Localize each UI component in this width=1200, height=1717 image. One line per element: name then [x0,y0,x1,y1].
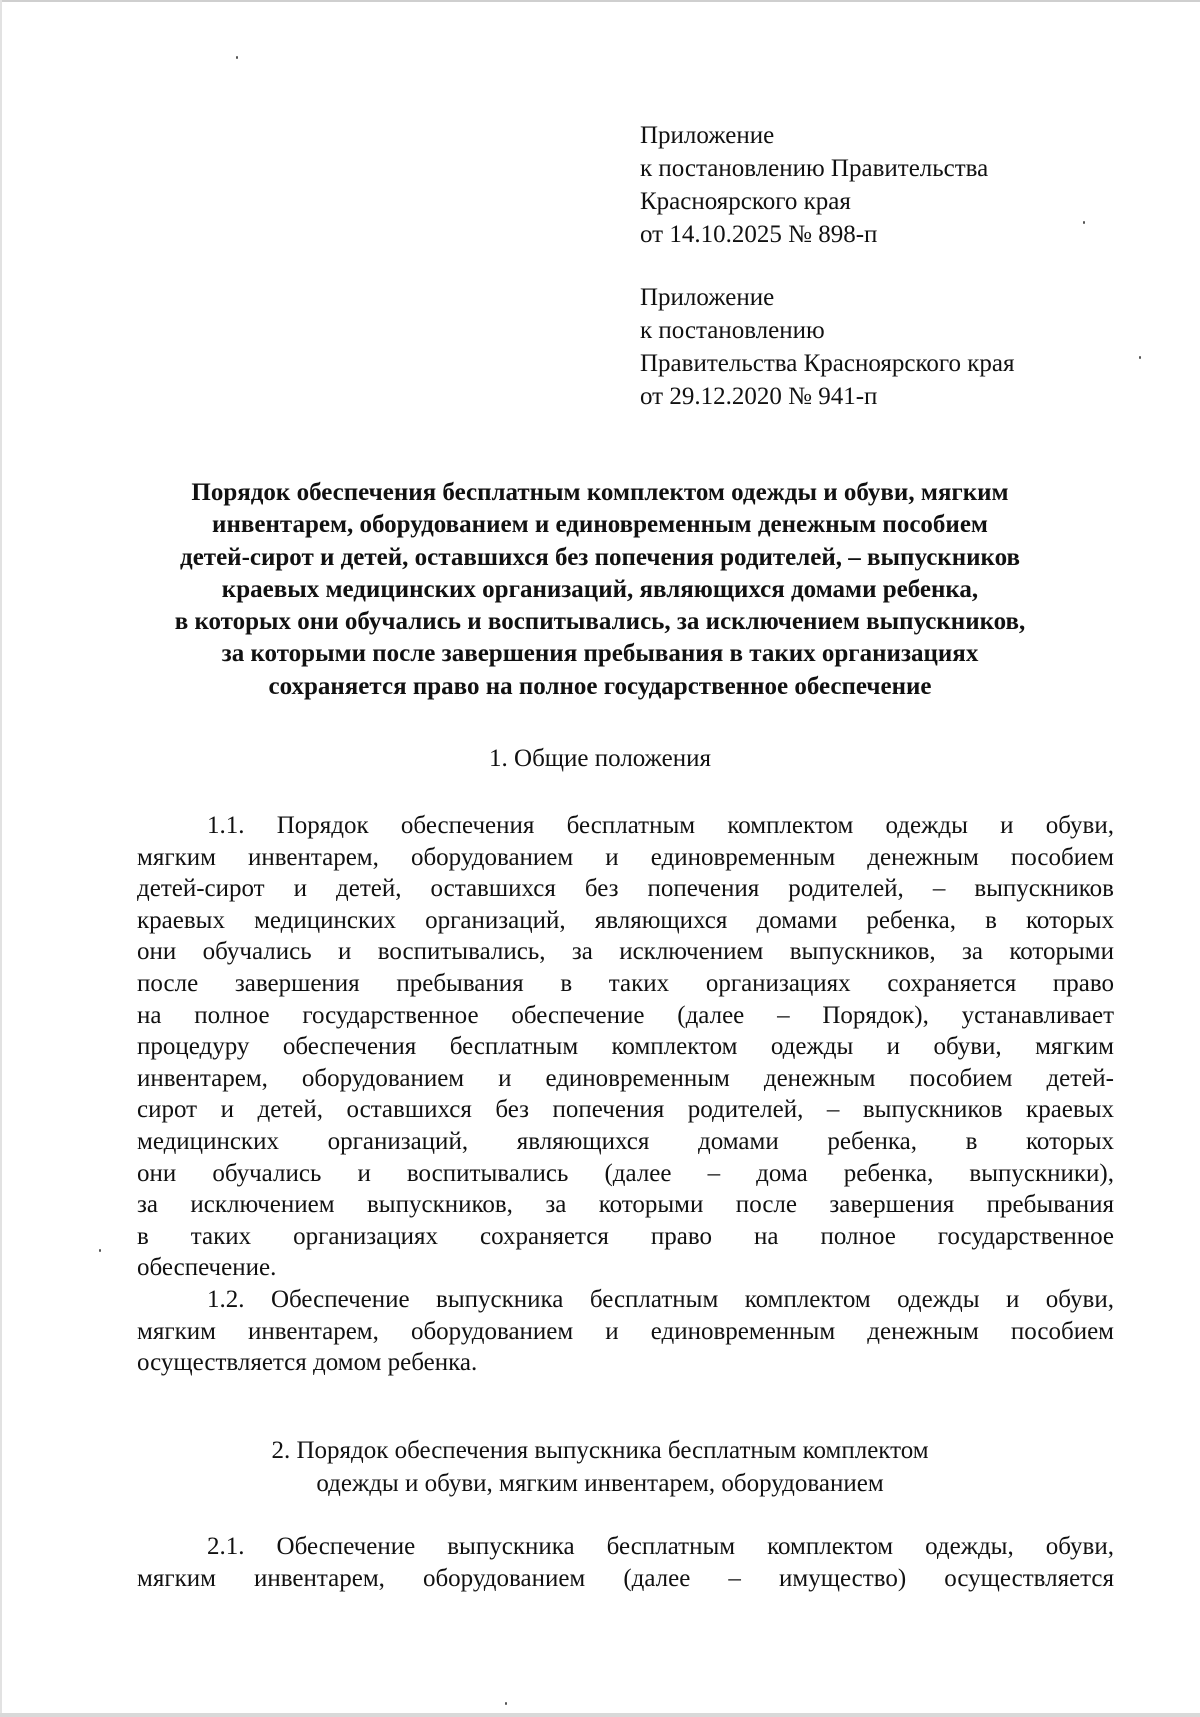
approval-line: Приложение [640,122,775,149]
approval-line: к постановлению [640,317,825,344]
approval-line: к постановлению Правительства [640,155,989,182]
section-1-heading [100,742,1100,775]
section-heading-text: одежды и обуви, мягким инвентарем, оборудованием [316,1470,884,1497]
scan-edge-bottom [0,1713,1200,1717]
scan-speck [99,1249,101,1252]
paragraph-line: краевых медицинских организаций, являющихся домами ребенка, в которых [137,906,1114,934]
paragraph-1-2 [137,1284,1114,1379]
title-line: за которыми после завершения пребывания в таких организациях [221,640,979,668]
title-line: краевых медицинских организаций, являющихся домами ребенка, [221,575,979,603]
paragraph-1-1 [137,810,1114,1284]
paragraph-line: медицинских организаций, являющихся домами ребенка, в которых [137,1127,1114,1155]
section-heading-text: 1. Общие положения [489,745,711,772]
scan-speck [1139,356,1141,359]
document-title [100,477,1100,703]
paragraph-line: на полное государственное обеспечение (далее – Порядок), устанавливает [137,1001,1114,1029]
paragraph-line: детей-сирот и детей, оставшихся без попечения родителей, – выпускников [137,875,1114,903]
scan-speck [236,56,238,59]
title-line: Порядок обеспечения бесплатным комплектом одежды и обуви, мягким [191,479,1009,506]
paragraph-line: сирот и детей, оставшихся без попечения родителей, – выпускников краевых [137,1096,1114,1124]
approval-block-current [640,119,988,251]
paragraph-line: они обучались и воспитывались, за исключением выпускников, за которыми [137,938,1114,966]
section-2-heading [100,1434,1100,1500]
title-line: инвентарем, оборудованием и единовременным денежным пособием [212,511,988,539]
paragraph-line: 1.2. Обеспечение выпускника бесплатным комплектом одежды и обуви, [207,1286,1114,1313]
paragraph-line: обеспечение. [137,1254,277,1282]
paragraph-line: за исключением выпускников, за которыми после завершения пребывания [137,1191,1114,1219]
paragraph-line: 1.1. Порядок обеспечения бесплатным комплектом одежды и обуви, [207,812,1114,839]
paragraph-line: в таких организациях сохраняется право на полное государственное [137,1222,1114,1250]
title-line: в которых они обучались и воспитывались, за исключением выпускников, [174,608,1026,636]
paragraph-line: мягким инвентарем, оборудованием и единовременным денежным пособием [137,843,1114,871]
paragraph-line: инвентарем, оборудованием и единовременным денежным пособием детей- [137,1064,1114,1092]
approval-line: Правительства Красноярского края [640,350,1015,377]
scan-speck [505,1702,507,1705]
paragraph-line: мягким инвентарем, оборудованием и единовременным денежным пособием [137,1317,1114,1345]
approval-block-original [640,281,1014,413]
approval-line: Приложение [640,284,775,311]
title-line: детей-сирот и детей, оставшихся без попечения родителей, – выпускников [180,543,1020,571]
paragraph-line: они обучались и воспитывались (далее – дома ребенка, выпускники), [137,1159,1114,1187]
title-line: сохраняется право на полное государственное обеспечение [268,672,932,700]
paragraph-line: 2.1. Обеспечение выпускника бесплатным комплектом одежды, обуви, [207,1533,1114,1560]
approval-date-number: от 14.10.2025 № 898-п [640,221,878,248]
section-heading-text: 2. Порядок обеспечения выпускника бесплатным комплектом [271,1437,929,1464]
paragraph-2-1 [137,1531,1114,1594]
approval-date-number: от 29.12.2020 № 941-п [640,383,878,410]
scan-edge-left [0,0,2,1717]
paragraph-line: осуществляется домом ребенка. [137,1349,478,1377]
paragraph-line: процедуру обеспечения бесплатным комплектом одежды и обуви, мягким [137,1033,1114,1061]
scan-edge-top [0,0,1200,2]
approval-line: Красноярского края [640,188,851,215]
paragraph-line: после завершения пребывания в таких организациях сохраняется право [137,969,1114,997]
paragraph-line: мягким инвентарем, оборудованием (далее – имущество) осуществляется [137,1564,1114,1592]
scan-speck [1083,221,1085,224]
